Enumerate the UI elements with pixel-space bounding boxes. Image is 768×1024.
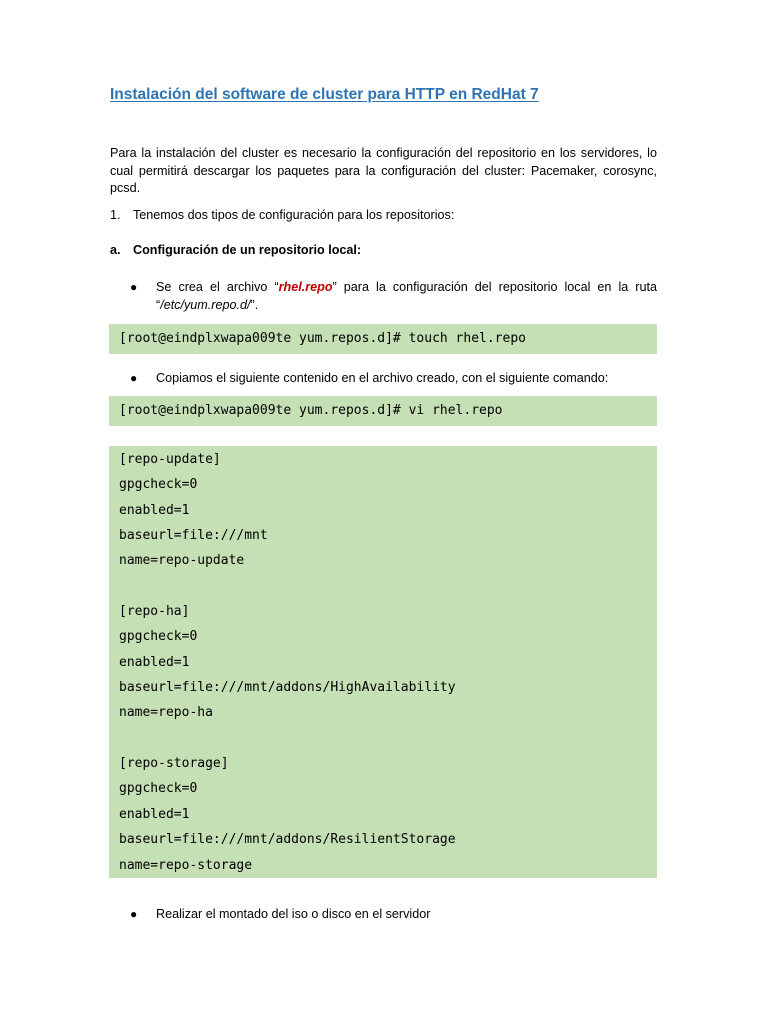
section-letter: a. (110, 243, 121, 257)
config-line: gpgcheck=0 (119, 781, 198, 797)
config-line: enabled=1 (119, 502, 190, 518)
command-touch: [root@eindplxwapa009te yum.repos.d]# touch rhel.repo (109, 324, 657, 354)
path-emphasis: /etc/yum.repo.d/ (160, 297, 251, 312)
step-text: Tenemos dos tipos de configuración para los repositorios: (133, 208, 455, 222)
config-line: baseurl=file:///mnt/addons/ResilientStorage (119, 832, 456, 848)
step-number: 1. (110, 208, 121, 222)
section-text: Configuración de un repositorio local: (133, 243, 362, 257)
intro-paragraph: Para la instalación del cluster es necesario la configuración del repositorio en los servidores, lo cual permitirá descargar los paquetes para la configuración del cluster: Pacemaker, corosync, pcsd. (110, 146, 657, 195)
config-line (119, 726, 657, 751)
config-line: name=repo-update (119, 553, 245, 569)
config-line: [repo-storage] (119, 756, 229, 772)
config-line: enabled=1 (119, 654, 190, 670)
config-line: [repo-update] (119, 452, 221, 467)
config-line: baseurl=file:///mnt/addons/HighAvailability (119, 680, 456, 696)
repo-config-block (109, 446, 657, 878)
config-line: [repo-ha] (119, 604, 190, 620)
bullet-text: Se crea el archivo “rhel.repo” para la configuración del repositorio local en la ruta “/etc/yum.repo.d/”. (156, 280, 658, 312)
section-a-heading (110, 243, 361, 257)
config-line: enabled=1 (119, 806, 190, 822)
config-line (119, 574, 657, 599)
bullet-icon: ● (130, 907, 138, 921)
config-line: gpgcheck=0 (119, 477, 198, 493)
command-vi: [root@eindplxwapa009te yum.repos.d]# vi rhel.repo (109, 396, 657, 426)
bullet-icon: ● (130, 280, 138, 294)
filename-emphasis: rhel.repo (278, 280, 333, 294)
numbered-step-1 (110, 208, 454, 222)
config-line: gpgcheck=0 (119, 629, 198, 645)
config-line: baseurl=file:///mnt (119, 528, 268, 544)
bullet-icon: ● (130, 371, 138, 385)
bullet-text: Copiamos el siguiente contenido en el archivo creado, con el siguiente comando: (156, 371, 609, 385)
page-title: Instalación del software de cluster para HTTP en RedHat 7 (110, 86, 539, 103)
config-line: name=repo-ha (119, 705, 213, 721)
config-line: name=repo-storage (119, 857, 253, 873)
bullet-text: Realizar el montado del iso o disco en el servidor (156, 907, 431, 921)
